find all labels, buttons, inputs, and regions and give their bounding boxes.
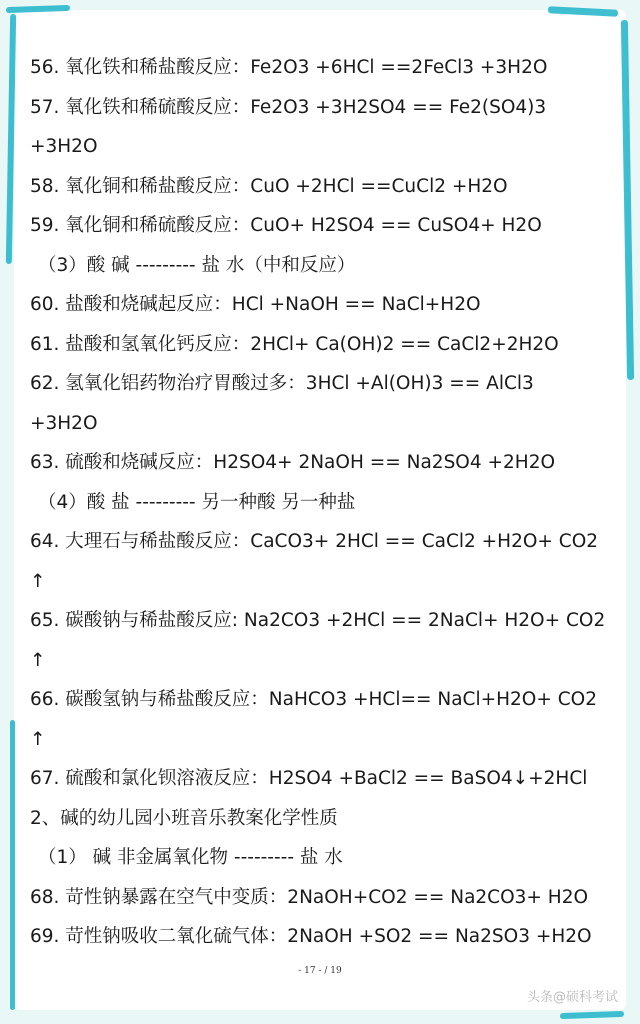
equation-line: 60. 盐酸和烧碱起反应：HCl +NaOH == NaCl+H2O (30, 294, 481, 315)
section-heading: 2、碱的幼儿园小班音乐教案化学性质 (30, 807, 338, 829)
equation-line: 68. 苛性钠暴露在空气中变质：2NaOH+CO2 == Na2CO3+ H2O (30, 886, 589, 908)
equation-line: 65. 碳酸钠与稀盐酸反应: Na2CO3 +2HCl == 2NaCl+ H2O+ CO2 (30, 610, 606, 631)
page-number: - 17 - / 19 (298, 966, 342, 976)
equation-line: 62. 氢氧化铝药物治疗胃酸过多：3HCl +Al(OH)3 == AlCl3 (30, 373, 534, 394)
watermark: 头条@硕科考试 (526, 990, 618, 1005)
equation-line: 58. 氧化铜和稀盐酸反应：CuO +2HCl ==CuCl2 +H2O (30, 175, 508, 197)
equation-line: 67. 硫酸和氯化钡溶液反应：H2SO4 +BaCl2 == BaSO4↓+2HCl (30, 768, 588, 789)
equation-continuation: +3H2O (30, 136, 98, 157)
equation-continuation: ↑ (30, 649, 46, 671)
equation-continuation: +3H2O (30, 412, 98, 434)
subsection-heading: （1） 碱 非金属氧化物 --------- 盐 水 (38, 847, 343, 868)
document-body (30, 48, 620, 957)
subsection-heading: （3）酸 碱 --------- 盐 水（中和反应） (38, 254, 356, 276)
equation-line: 59. 氧化铜和稀硫酸反应：CuO+ H2SO4 == CuSO4+ H2O (30, 215, 542, 236)
equation-line: 64. 大理石与稀盐酸反应：CaCO3+ 2HCl == CaCl2 +H2O+ CO2 (30, 531, 599, 552)
decorative-brush-stroke (560, 1011, 624, 1019)
equation-line: 61. 盐酸和氢氧化钙反应：2HCl+ Ca(OH)2 == CaCl2+2H2O (30, 333, 559, 355)
equation-continuation: ↑ (30, 728, 46, 750)
equation-continuation: ↑ (30, 570, 46, 592)
equation-line: 63. 硫酸和烧碱反应：H2SO4+ 2NaOH == Na2SO4 +2H2O (30, 452, 556, 473)
subsection-heading: （4）酸 盐 --------- 另一种酸 另一种盐 (38, 491, 356, 513)
equation-line: 57. 氧化铁和稀硫酸反应：Fe2O3 +3H2SO4 == Fe2(SO4)3 (30, 96, 547, 118)
equation-line: 56. 氧化铁和稀盐酸反应：Fe2O3 +6HCl ==2FeCl3 +3H2O (30, 57, 548, 78)
equation-line: 66. 碳酸氢钠与稀盐酸反应：NaHCO3 +HCl== NaCl+H2O+ CO2 (30, 689, 597, 710)
equation-line: 69. 苛性钠吸收二氧化硫气体：2NaOH +SO2 == Na2SO3 +H2O (30, 926, 592, 947)
